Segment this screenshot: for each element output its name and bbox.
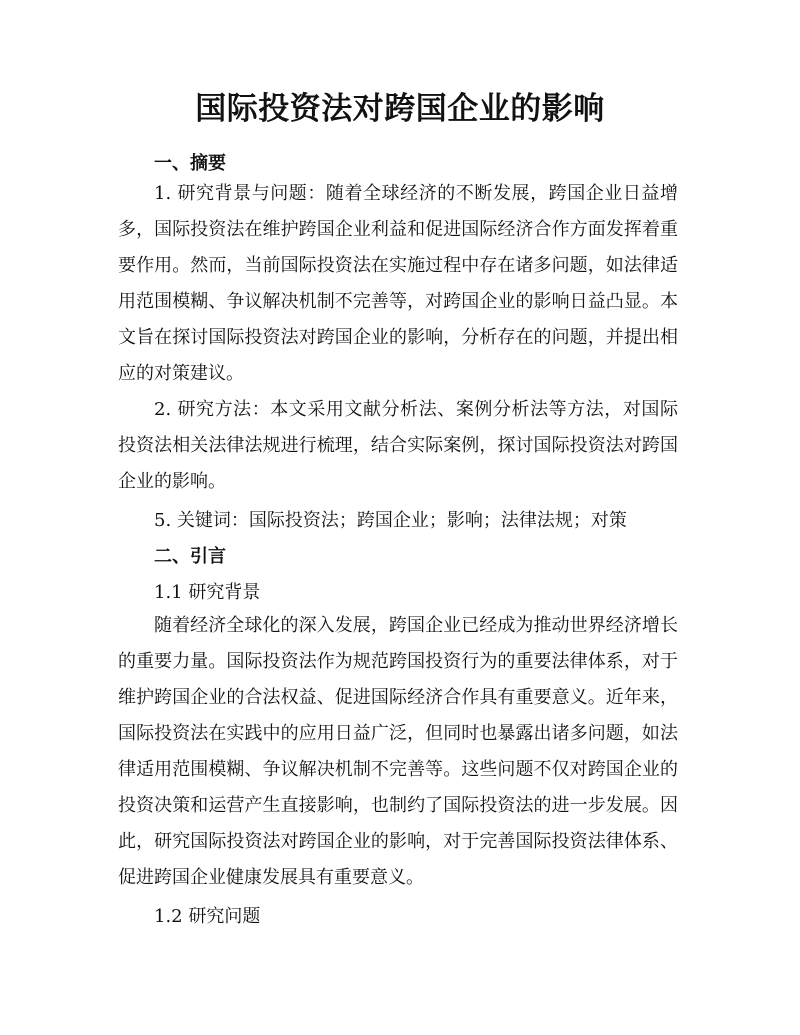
section-heading-background: 1.1 研究背景 [154,582,261,603]
section-heading-questions: 1.2 研究问题 [154,906,261,927]
abstract-paragraph-method: 2. 研究方法：本文采用文献分析法、案例分析法等方法，对国际投资法相关法律法规进行梳理，结合实际案例，探讨国际投资法对跨国企业的影响。 [118,399,678,492]
background-paragraph: 随着经济全球化的深入发展，跨国企业已经成为推动世界经济增长的重要力量。国际投资法作为规范跨国投资行为的重要法律体系，对于维护跨国企业的合法权益、促进国际经济合作具有重要意义。近年来，国际投资法在实践中的应用日益广泛，但同时也暴露出诸多问题，如法律适用范围模糊、争议解决机制不完善等。这些问题不仅对跨国企业的投资决策和运营产生直接影响，也制约了国际投资法的进一步发展。因此，研究国际投资法对跨国企业的影响，对于完善国际投资法律体系、促进跨国企业健康发展具有重要意义。 [118,615,678,888]
document-title: 国际投资法对跨国企业的影响 [195,91,605,127]
keywords-line: 5. 关键词：国际投资法；跨国企业；影响；法律法规；对策 [154,510,627,531]
abstract-heading: 一、摘要 [154,153,226,174]
abstract-paragraph-background: 1. 研究背景与问题：随着全球经济的不断发展，跨国企业日益增多，国际投资法在维护跨国企业利益和促进国际经济合作方面发挥着重要作用。然而，当前国际投资法在实施过程中存在诸多问题，如法律适用范围模糊、争议解决机制不完善等，对跨国企业的影响日益凸显。本文旨在探讨国际投资法对跨国企业的影响，分析存在的问题，并提出相应的对策建议。 [118,183,678,384]
intro-heading: 二、引言 [154,546,226,567]
